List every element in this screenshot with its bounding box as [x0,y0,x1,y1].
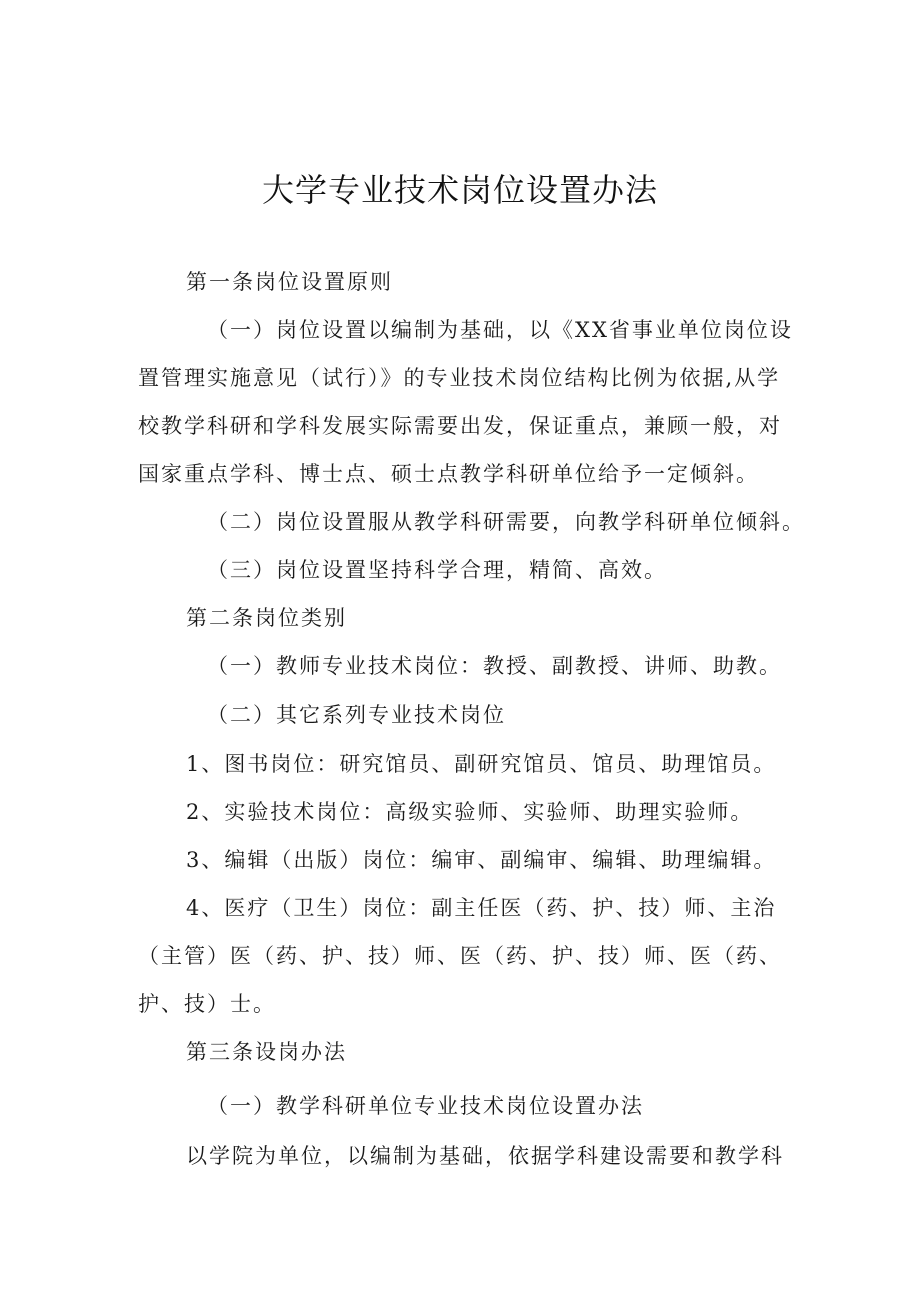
paragraph-line: 国家重点学科、博士点、硕士点教学科研单位给予一定倾斜。 [138,462,759,486]
paragraph-line: （一）教师专业技术岗位：教授、副教授、讲师、助教。 [207,654,782,678]
paragraph-line: （一）教学科研单位专业技术岗位设置办法 [207,1094,644,1118]
paragraph-line: 护、技）士。 [138,992,276,1016]
article-2-heading: 第二条岗位类别 [186,606,347,630]
paragraph-line: （二）其它系列专业技术岗位 [207,703,506,727]
list-item: 1、图书岗位：研究馆员、副研究馆员、馆员、助理馆员。 [186,752,777,776]
article-3-heading: 第三条设岗办法 [186,1040,347,1064]
paragraph-line: 以学院为单位，以编制为基础，依据学科建设需要和教学科 [186,1144,784,1168]
paragraph-line: （二）岗位设置服从教学科研需要，向教学科研单位倾斜。 [207,510,805,534]
list-item: 3、编辑（出版）岗位：编审、副编审、编辑、助理编辑。 [186,848,777,872]
paragraph-line: （三）岗位设置坚持科学合理，精简、高效。 [207,558,667,582]
paragraph-line: 校教学科研和学科发展实际需要出发，保证重点，兼顾一般，对 [138,414,782,438]
document-title: 大学专业技术岗位设置办法 [261,171,658,209]
list-item: 4、医疗（卫生）岗位：副主任医（药、护、技）师、主治 [186,896,777,920]
article-1-heading: 第一条岗位设置原则 [186,270,393,294]
paragraph-line: （一）岗位设置以编制为基础，以《XX省事业单位岗位设 [207,318,793,342]
list-item: 2、实验技术岗位：高级实验师、实验师、助理实验师。 [186,800,754,824]
paragraph-line: （主管）医（药、护、技）师、医（药、护、技）师、医（药、 [138,944,782,968]
paragraph-line: 置管理实施意见（试行）》的专业技术岗位结构比例为依据,从学 [138,366,781,390]
